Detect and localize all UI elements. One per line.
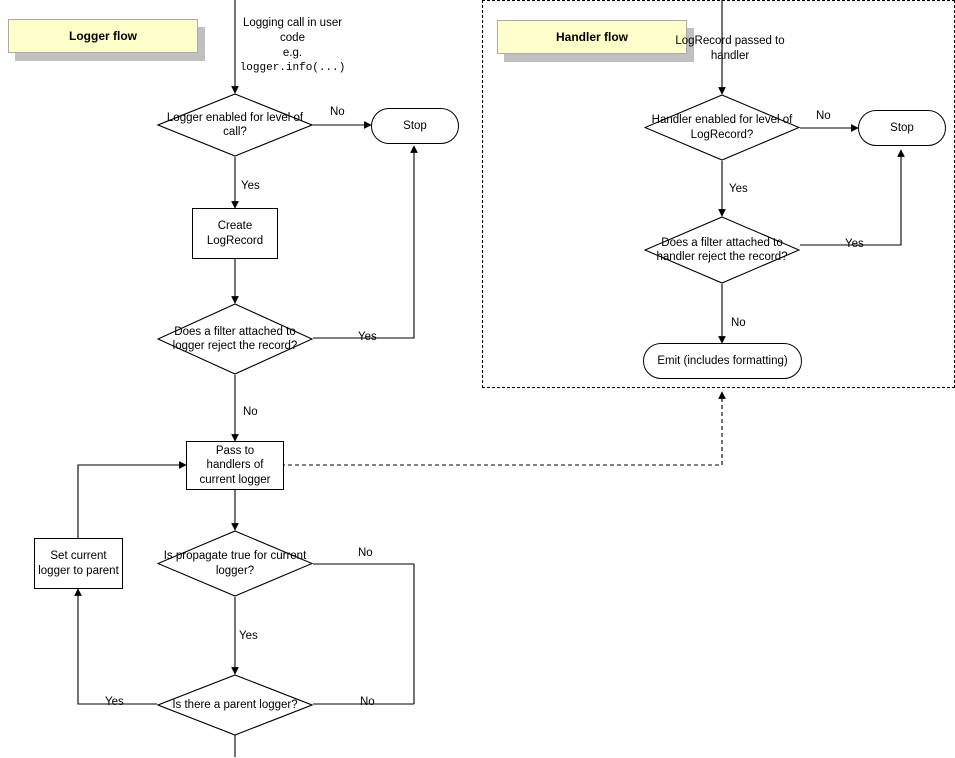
node-is-there-parent-logger bbox=[157, 674, 313, 736]
edge-label-parent-no: No bbox=[360, 696, 375, 708]
node-stop-logger-label: Stop bbox=[403, 119, 427, 132]
node-emit-label: Emit (includes formatting) bbox=[657, 354, 788, 367]
node-set-parent-line2: logger to parent bbox=[38, 564, 119, 577]
node-stop-logger bbox=[371, 108, 459, 144]
edge-label-handler-enabled-no: No bbox=[816, 110, 831, 122]
node-handler-filter-label: Does a filter attached to handler reject the record? bbox=[656, 236, 788, 263]
node-stop-handler bbox=[858, 110, 946, 146]
logrecord-passed-caption bbox=[655, 34, 805, 64]
node-create-logrecord-line2: LogRecord bbox=[206, 234, 264, 247]
handler-flow-banner-label: Handler flow bbox=[555, 30, 628, 44]
node-logger-filter bbox=[157, 303, 313, 375]
node-stop-handler-label: Stop bbox=[890, 121, 914, 134]
edge-label-handler-filter-no: No bbox=[731, 317, 746, 329]
node-pass-to-handlers-line1: Pass to bbox=[215, 444, 255, 457]
edge-label-propagate-yes: Yes bbox=[239, 630, 258, 642]
node-handler-enabled-label: Handler enabled for level of LogRecord? bbox=[651, 114, 793, 141]
logrecord-passed-line1: LogRecord passed to bbox=[675, 35, 785, 47]
logrecord-passed-line2: handler bbox=[710, 49, 750, 62]
node-set-current-logger-to-parent bbox=[34, 538, 123, 589]
logging-call-line3: e.g. bbox=[282, 46, 303, 59]
node-create-logrecord-line1: Create bbox=[217, 220, 253, 233]
logging-call-caption bbox=[225, 16, 425, 75]
node-logger-enabled bbox=[157, 93, 313, 157]
edge-label-logger-enabled-no: No bbox=[330, 106, 345, 118]
node-create-logrecord bbox=[192, 208, 278, 259]
edge-label-propagate-no: No bbox=[358, 547, 373, 559]
node-is-propagate-label: Is propagate true for current logger? bbox=[163, 550, 307, 577]
node-logger-enabled-label: Logger enabled for level of call? bbox=[166, 111, 304, 138]
edge-label-logger-filter-no: No bbox=[243, 406, 258, 418]
edge-label-logger-filter-yes: Yes bbox=[358, 331, 377, 343]
logging-call-line4: logger.info(...) bbox=[239, 61, 346, 74]
node-pass-to-handlers-line2: handlers of bbox=[206, 459, 264, 472]
logging-call-line2: code bbox=[280, 31, 305, 44]
logging-call-line1: Logging call in user bbox=[242, 17, 343, 29]
node-emit bbox=[643, 343, 802, 379]
edge-label-logger-enabled-yes: Yes bbox=[241, 180, 260, 192]
node-set-parent-line1: Set current bbox=[50, 550, 107, 563]
node-logger-filter-label: Does a filter attached to logger reject the record? bbox=[172, 325, 298, 352]
logger-flow-banner-label: Logger flow bbox=[69, 29, 137, 43]
edge-label-handler-filter-yes: Yes bbox=[845, 238, 864, 250]
node-is-propagate bbox=[157, 530, 313, 597]
logger-flow-banner bbox=[8, 19, 198, 53]
edge-label-handler-enabled-yes: Yes bbox=[729, 183, 748, 195]
node-is-there-parent-logger-label: Is there a parent logger? bbox=[172, 698, 298, 711]
edge-label-parent-yes: Yes bbox=[105, 696, 124, 708]
node-handler-enabled bbox=[644, 94, 800, 161]
node-pass-to-handlers-line3: current logger bbox=[199, 473, 271, 486]
node-pass-to-handlers bbox=[186, 441, 284, 490]
node-handler-filter bbox=[644, 216, 800, 284]
